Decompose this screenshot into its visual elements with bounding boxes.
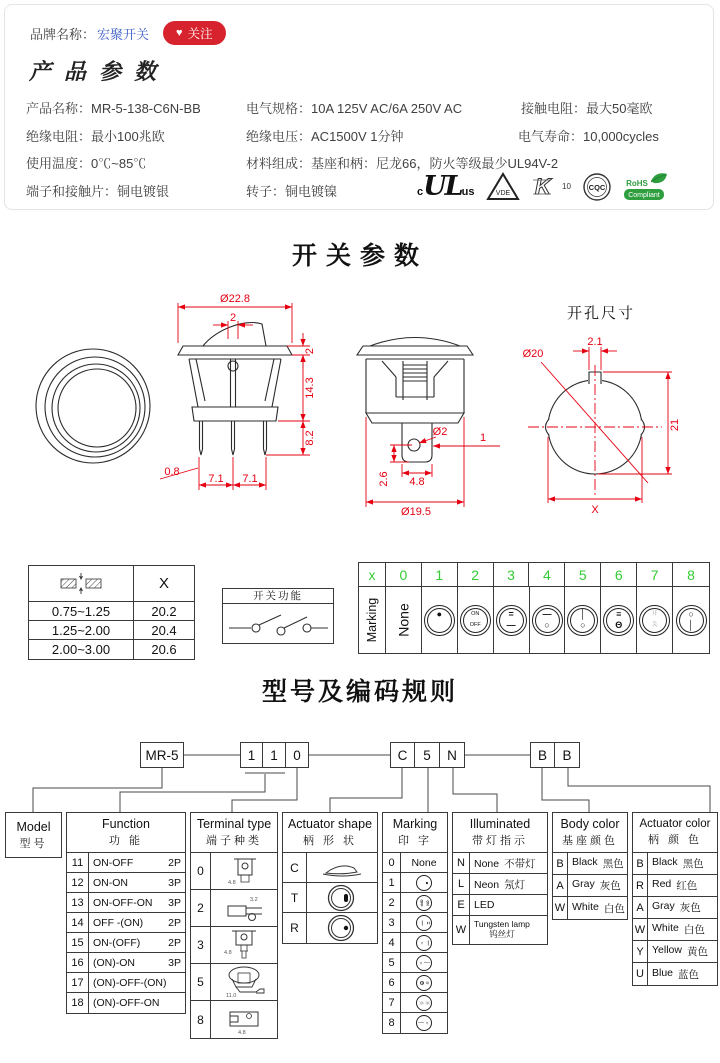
terminal-diagram-icon — [216, 855, 272, 887]
cqc-icon — [582, 172, 612, 202]
panel-thickness-table — [28, 565, 195, 660]
terminal-diagram-icon — [216, 1004, 272, 1036]
rohs-icon — [623, 171, 669, 203]
marking-icon-4: — ○ — [530, 587, 566, 653]
svg-text:14.3: 14.3 — [304, 377, 316, 399]
table-row: R — [283, 913, 377, 943]
terminal-diagram-icon — [216, 892, 272, 924]
side-view-dimensions — [160, 293, 316, 490]
svg-text:X: X — [591, 504, 599, 516]
table-row: W White 白色 — [553, 897, 627, 919]
table-row: 0.75~1.25 20.2 — [29, 602, 194, 621]
product-params-title: 产品参数 — [29, 59, 170, 85]
param-insulation-resistance: 绝缘电阻：最小100兆欧 — [26, 129, 165, 144]
table-row: B Black 黑色 — [553, 853, 627, 875]
code-digits-group: 1 1 0 — [240, 742, 309, 768]
table-row: 2 3.2 — [191, 890, 277, 927]
svg-text:Ø2: Ø2 — [432, 426, 448, 438]
table-row: L Neon 氖灯 — [453, 874, 547, 895]
svg-text:3.2: 3.2 — [250, 897, 258, 903]
table-row: 14 OFF -(ON) 2P — [67, 913, 185, 933]
marking-row-label: Marking — [365, 597, 379, 643]
table-row: 5 11.0 — [191, 964, 277, 1001]
curved-rocker-icon — [318, 857, 366, 879]
certification-logos — [417, 171, 669, 203]
terminal-diagram-icon — [216, 928, 272, 962]
svg-text:Ø19.5: Ø19.5 — [401, 506, 431, 518]
table-row: B Black 黑色 — [633, 853, 717, 875]
param-materials: 材料组成：基座和柄：尼龙66，防火等级最少UL94V-2 — [246, 156, 559, 171]
side-view-drawing — [178, 323, 292, 455]
marking-icon-6: ≡ Θ — [601, 587, 637, 653]
brand-label: 品牌名称： — [30, 26, 96, 42]
svg-text:7.1: 7.1 — [242, 473, 258, 485]
function-column: Function 功 能 11 ON-OFF 2P 12 ON-ON 3P 13 ON-OFF-ON 3P 14 OFF -(ON) 2P 15 ON-(OFF) 2P 16 (ON)-ON 3P 17 (ON)-OFF-(ON) 18 (ON)-OFF-ON — [66, 812, 186, 1014]
side-view2-dimensions — [366, 417, 500, 518]
code-letters-group: C 5 N — [390, 742, 465, 768]
svg-text:Compliant: Compliant — [627, 192, 660, 199]
table-row: U Blue 蓝色 — [633, 963, 717, 985]
marking-none: None — [395, 603, 412, 637]
terminal-type-column: Terminal type 端子种类 0 4.8 2 3.2 3 4.8 5 11.0 8 4.8 — [190, 812, 278, 1039]
marking-x-header: x — [359, 563, 386, 586]
param-electrical-rating: 电气规格：10A 125V AC/6A 250V AC — [246, 101, 463, 116]
svg-text:Ø20: Ø20 — [522, 348, 544, 360]
svg-text:2: 2 — [229, 312, 237, 324]
table-row: 5 │ ○ — [383, 953, 447, 973]
param-terminals: 端子和接触片：铜电镀银 — [26, 184, 170, 199]
enec-icon — [531, 173, 571, 201]
table-row: Y Yellow 黄色 — [633, 941, 717, 963]
table-row: W White 白色 — [633, 919, 717, 941]
panel-thickness-icon — [58, 573, 104, 595]
x-column-header: X — [158, 575, 169, 592]
table-row: 6 ≡ Θ — [383, 973, 447, 993]
svg-text:0.8: 0.8 — [164, 466, 180, 478]
coding-rules-heading: 型号及编码规则 — [261, 678, 458, 706]
table-row: 8 4.8 — [191, 1001, 277, 1038]
switch-technical-drawing — [0, 285, 720, 545]
param-operating-temp: 使用温度：0℃~85℃ — [26, 156, 147, 171]
svg-text:1: 1 — [479, 432, 487, 444]
table-row: 1.25~2.00 20.4 — [29, 621, 194, 640]
heart-icon: ♥ — [176, 27, 183, 39]
svg-text:2: 2 — [304, 347, 316, 355]
table-row: 3 = — — [383, 913, 447, 933]
front-view-drawing — [36, 349, 150, 463]
svg-text:4.8: 4.8 — [238, 1029, 246, 1036]
svg-text:10: 10 — [561, 182, 571, 191]
brand-name-link[interactable]: 宏聚开关 — [97, 26, 150, 42]
actuator-color-column: Actuator color 柄 颜 色 B Black 黑色 R Red 红色 A Gray 灰色 W White 白色 Y Yellow 黄色 U Blue 蓝色 — [632, 812, 718, 986]
marking-icon-3: = — — [494, 587, 530, 653]
param-contact-resistance: 接触电阻：最大50毫欧 — [521, 101, 653, 116]
param-electrical-life: 电气寿命：10,000cycles — [518, 129, 659, 144]
follow-label: 关注 — [187, 27, 213, 41]
svg-text:开孔尺寸: 开孔尺寸 — [566, 305, 636, 322]
param-insulation-voltage: 绝缘电压：AC1500V 1分钟 — [246, 129, 404, 144]
table-row: 1 ● — [383, 873, 447, 893]
svg-text:2.6: 2.6 — [378, 471, 390, 487]
param-rotor: 转子：铜电镀镍 — [246, 184, 338, 199]
switch-params-heading: 开关参数 — [291, 242, 428, 270]
table-row: 8 ○ │ — [383, 1013, 447, 1033]
table-row: 0 None — [383, 853, 447, 873]
marking-icon-7: 开 关 — [637, 587, 673, 653]
table-row: T — [283, 883, 377, 913]
follow-button[interactable] — [163, 21, 226, 45]
svg-text:4.8: 4.8 — [224, 950, 232, 956]
vde-icon — [486, 172, 520, 202]
product-info-card — [4, 4, 714, 210]
svg-text:11.0: 11.0 — [226, 993, 237, 999]
svg-text:4.8: 4.8 — [228, 880, 236, 886]
model-column: Model 型号 — [5, 812, 62, 858]
marking-icon-5: │ ○ — [565, 587, 601, 653]
marking-icon-8: ○ │ — [673, 587, 709, 653]
code-colors-group: B B — [530, 742, 580, 768]
spdt-circuit-icon — [223, 604, 333, 643]
panel-cutout-drawing — [523, 304, 681, 516]
side-view2-drawing — [357, 338, 473, 463]
table-row: 12 ON-ON 3P — [67, 873, 185, 893]
actuator-shape-column: Actuator shape 柄 形 状 C T R — [282, 812, 378, 944]
switch-function-title: 开关功能 — [223, 589, 333, 604]
table-row: A Gray 灰色 — [633, 897, 717, 919]
table-row: W Tungsten lamp 钨丝灯 — [453, 916, 547, 944]
svg-text:CQC: CQC — [588, 183, 605, 192]
table-row: 18 (ON)-OFF-ON — [67, 993, 185, 1013]
table-row: N None 不带灯 — [453, 853, 547, 874]
svg-text:8.2: 8.2 — [304, 430, 316, 446]
table-row: 2 ON OFF — [383, 893, 447, 913]
illuminated-column: Illuminated 带灯指示 N None 不带灯 L Neon 氖灯 E LED W Tungsten lamp 钨丝灯 — [452, 812, 548, 945]
svg-text:2.1: 2.1 — [587, 336, 603, 348]
svg-text:Ø22.8: Ø22.8 — [220, 293, 250, 305]
table-row: 7 开 关 — [383, 993, 447, 1013]
svg-text:RoHS: RoHS — [625, 179, 648, 188]
marking-options-strip: x 0 1 2 3 4 5 6 7 8 Marking None ● ON OFF = — — ○ │ ○ ≡ Θ 开 关 ○ │ — [358, 562, 710, 654]
svg-text:21: 21 — [669, 418, 681, 432]
svg-text:VDE: VDE — [495, 190, 510, 197]
table-row: 17 (ON)-OFF-(ON) — [67, 973, 185, 993]
table-row: E LED — [453, 895, 547, 916]
marking-icon-1: ● — [422, 587, 458, 653]
svg-text:K: K — [534, 174, 551, 199]
table-row: 15 ON-(OFF) 2P — [67, 933, 185, 953]
table-row: C — [283, 853, 377, 883]
table-row: A Gray 灰色 — [553, 875, 627, 897]
coding-connector-lines — [0, 740, 720, 815]
body-color-column: Body color 基座颜色 B Black 黑色 A Gray 灰色 W White 白色 — [552, 812, 628, 920]
table-row: 4 — ○ — [383, 933, 447, 953]
svg-text:7.1: 7.1 — [208, 473, 224, 485]
cul-us-icon: c UL us — [417, 171, 475, 203]
terminal-diagram-icon — [216, 965, 272, 999]
code-model-box: MR-5 — [140, 742, 184, 768]
round-actuator-pill-icon — [325, 884, 359, 912]
switch-function-box — [222, 588, 334, 644]
table-row: 11 ON-OFF 2P — [67, 853, 185, 873]
brand-row — [30, 21, 226, 45]
table-row: 0 4.8 — [191, 853, 277, 890]
param-product-name: 产品名称：MR-5-138-C6N-BB — [26, 101, 201, 116]
round-actuator-dot-icon — [325, 914, 359, 942]
table-row: 13 ON-OFF-ON 3P — [67, 893, 185, 913]
table-row: 2.00~3.00 20.6 — [29, 640, 194, 659]
marking-column: Marking 印 字 0 None 1 ● 2 ON OFF 3 = — 4 — ○ 5 │ ○ 6 ≡ Θ 7 开 关 8 ○ │ — [382, 812, 448, 1034]
marking-icon-2: ON OFF — [458, 587, 494, 653]
svg-text:4.8: 4.8 — [409, 476, 425, 488]
table-row: R Red 红色 — [633, 875, 717, 897]
table-row: 3 4.8 — [191, 927, 277, 964]
table-row: 16 (ON)-ON 3P — [67, 953, 185, 973]
